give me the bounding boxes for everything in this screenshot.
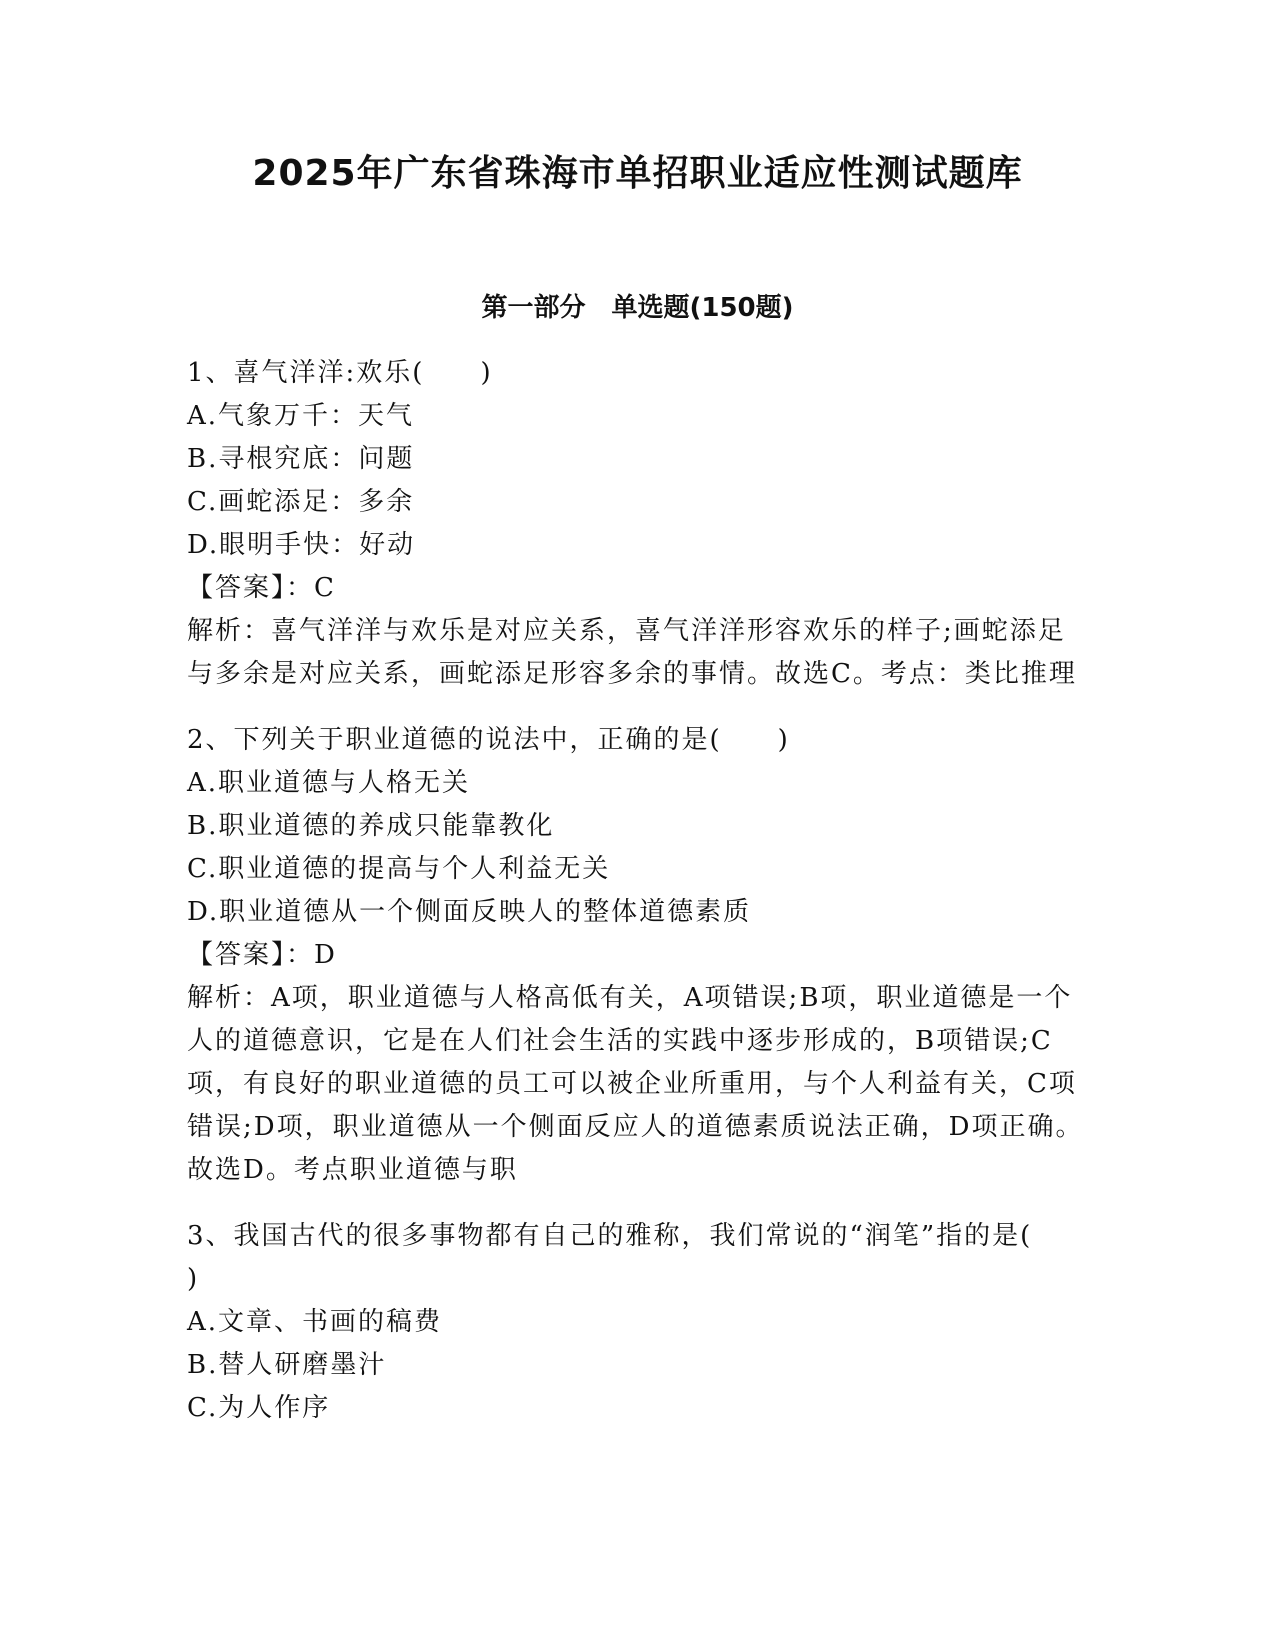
option-c: C.为人作序 [187,1393,331,1423]
answer-value: D [314,940,337,970]
section-title: 第一部分 单选题(150题) [481,293,794,323]
document-title: 2025年广东省珠海市单招职业适应性测试题库 [252,153,1023,194]
question-2 [187,719,1087,1192]
question-stem: 2、下列关于职业道德的说法中，正确的是( ) [187,725,790,755]
option-b: B.职业道德的养成只能靠教化 [187,811,555,841]
option-d: D.职业道德从一个侧面反映人的整体道德素质 [187,897,752,927]
answer-line [187,934,1087,977]
option-a: A.职业道德与人格无关 [187,768,471,798]
analysis-text: 解析：喜气洋洋与欢乐是对应关系，喜气洋洋形容欢乐的样子;画蛇添足与多余是对应关系，画蛇添足形容多余的事情。故选C。考点：类比推理 [187,616,1077,689]
option-a: A.文章、书画的稿费 [187,1307,443,1337]
answer-label: 【答案】： [187,940,315,970]
question-stem: 1、喜气洋洋:欢乐( ) [187,358,493,388]
option-b: B.替人研磨墨汁 [187,1350,387,1380]
option-c: C.职业道德的提高与个人利益无关 [187,854,611,884]
analysis-text: 解析：A项，职业道德与人格高低有关，A项错误;B项，职业道德是一个人的道德意识，它是在人们社会生活的实践中逐步形成的，B项错误;C项，有良好的职业道德的员工可以被企业所重用，与个人利益有关，C项错误;D项，职业道德从一个侧面反应人的道德素质说法正确，D项正确。故选D。考点职业道德与职 [187,983,1084,1185]
question-1 [187,352,1087,696]
option-a: A.气象万千：天气 [187,401,415,431]
question-list [187,352,1087,1453]
option-d: D.眼明手快：好动 [187,530,416,560]
question-3 [187,1215,1087,1430]
answer-line [187,567,1087,610]
question-stem: 3、我国古代的很多事物都有自己的雅称，我们常说的“润笔”指的是( ) [187,1221,1089,1294]
option-c: C.画蛇添足：多余 [187,487,415,517]
answer-value: C [314,573,336,603]
option-b: B.寻根究底：问题 [187,444,415,474]
answer-label: 【答案】： [187,573,315,603]
